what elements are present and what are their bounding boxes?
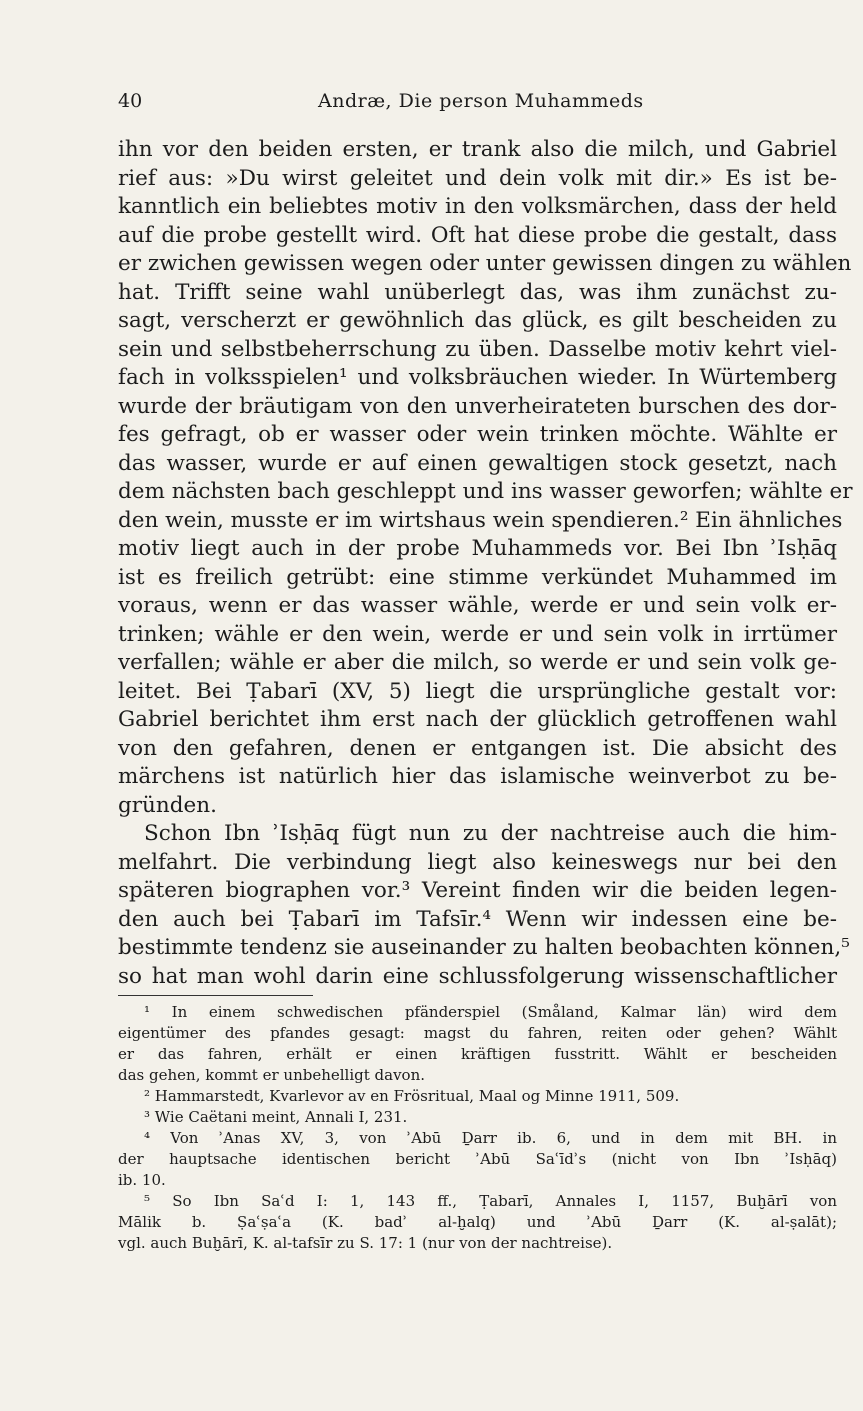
body-line: trinken; wähle er den wein, werde er und sein volk in irrtümer (118, 621, 837, 647)
footnote-line: ⁵ So Ibn Saʿd I: 1, 143 ff., Ṭabarī, Annales I, 1157, Buḫārī von (144, 1192, 837, 1210)
running-title: Andræ, Die person Muhammeds (318, 90, 644, 112)
body-line: sein und selbstbeherrschung zu üben. Dasselbe motiv kehrt viel- (118, 336, 837, 362)
body-line: ihn vor den beiden ersten, er trank also die milch, und Gabriel (118, 137, 837, 162)
body-line: späteren biographen vor.³ Vereint finden wir die beiden legen- (118, 878, 837, 903)
running-header (118, 90, 809, 118)
footnote-line: Mālik b. Ṣaʿṣaʿa (K. badʾ al-ḫalq) und ʾAbū Ḏarr (K. al-ṣalāt); (118, 1213, 837, 1231)
footnote-line: ib. 10. (118, 1171, 166, 1189)
body-line: hat. Trifft seine wahl unüberlegt das, was ihm zunächst zu- (118, 279, 837, 305)
body-line: sagt, verscherzt er gewöhnlich das glück, es gilt bescheiden zu (118, 308, 837, 333)
body-line: Schon Ibn ʾIsḥāq fügt nun zu der nachtreise auch die him- (144, 821, 837, 846)
footnotes (118, 1002, 837, 1254)
body-line: fes gefragt, ob er wasser oder wein trinken möchte. Wählte er (118, 422, 837, 447)
body-line: er zwichen gewissen wegen oder unter gewissen dingen zu wählen (118, 251, 852, 276)
page-number: 40 (118, 90, 143, 112)
footnote-line: ² Hammarstedt, Kvarlevor av en Frösritual, Maal og Minne 1911, 509. (144, 1087, 680, 1105)
footnote-line: ⁴ Von ʾAnas XV, 3, von ʾAbū Ḏarr ib. 6, und in dem mit BH. in (144, 1129, 837, 1147)
body-line: den auch bei Ṭabarī im Tafsīr.⁴ Wenn wir indessen eine be- (118, 906, 837, 932)
body-line: leitet. Bei Ṭabarī (XV, 5) liegt die ursprüngliche gestalt vor: (118, 678, 837, 704)
body-text (118, 136, 853, 991)
body-line: dem nächsten bach geschleppt und ins wasser geworfen; wählte er (118, 479, 853, 504)
body-line: motiv liegt auch in der probe Muhammeds vor. Bei Ibn ʾIsḥāq (118, 536, 837, 561)
footnote-line: ³ Wie Caëtani meint, Annali I, 231. (144, 1108, 408, 1126)
footnote-line: das gehen, kommt er unbehelligt davon. (118, 1066, 426, 1084)
body-line: das wasser, wurde er auf einen gewaltigen stock gesetzt, nach (118, 450, 837, 476)
footnote-separator (118, 995, 313, 996)
body-line: so hat man wohl darin eine schlussfolgerung wissenschaftlicher (118, 963, 837, 989)
body-line: Gabriel berichtet ihm erst nach der glücklich getroffenen wahl (118, 707, 837, 732)
body-line: verfallen; wähle er aber die milch, so werde er und sein volk ge- (118, 650, 837, 675)
body-line: fach in volksspielen¹ und volksbräuchen wieder. In Würtemberg (118, 365, 837, 390)
body-line: wurde der bräutigam von den unverheirateten burschen des dor- (118, 393, 837, 419)
footnote-line: der hauptsache identischen bericht ʾAbū Saʿīdʾs (nicht von Ibn ʾIsḥāq) (118, 1150, 837, 1168)
body-line: bestimmte tendenz sie auseinander zu halten beobachten können,⁵ (118, 935, 850, 960)
body-line: gründen. (118, 792, 217, 818)
body-line: kanntlich ein beliebtes motiv in den volksmärchen, dass der held (118, 194, 837, 219)
body-line: ist es freilich getrübt: eine stimme verkündet Muhammed im (118, 564, 837, 590)
footnote-line: er das fahren, erhält er einen kräftigen fusstritt. Wählt er bescheiden (118, 1045, 837, 1063)
body-line: auf die probe gestellt wird. Oft hat diese probe die gestalt, dass (118, 222, 837, 248)
body-line: melfahrt. Die verbindung liegt also keineswegs nur bei den (118, 849, 837, 875)
body-line: rief aus: »Du wirst geleitet und dein volk mit dir.» Es ist be- (118, 165, 837, 191)
body-line: märchens ist natürlich hier das islamische weinverbot zu be- (118, 764, 837, 789)
body-line: den wein, musste er im wirtshaus wein spendieren.² Ein ähnliches (118, 507, 843, 533)
body-line: voraus, wenn er das wasser wähle, werde er und sein volk er- (118, 593, 837, 618)
footnote-line: vgl. auch Buḫārī, K. al-tafsīr zu S. 17: 1 (nur von der nachtreise). (118, 1234, 613, 1252)
body-line: von den gefahren, denen er entgangen ist. Die absicht des (118, 735, 837, 761)
footnote-line: ¹ In einem schwedischen pfänderspiel (Småland, Kalmar län) wird dem (144, 1003, 837, 1021)
footnote-line: eigentümer des pfandes gesagt: magst du fahren, reiten oder gehen? Wählt (118, 1024, 837, 1042)
